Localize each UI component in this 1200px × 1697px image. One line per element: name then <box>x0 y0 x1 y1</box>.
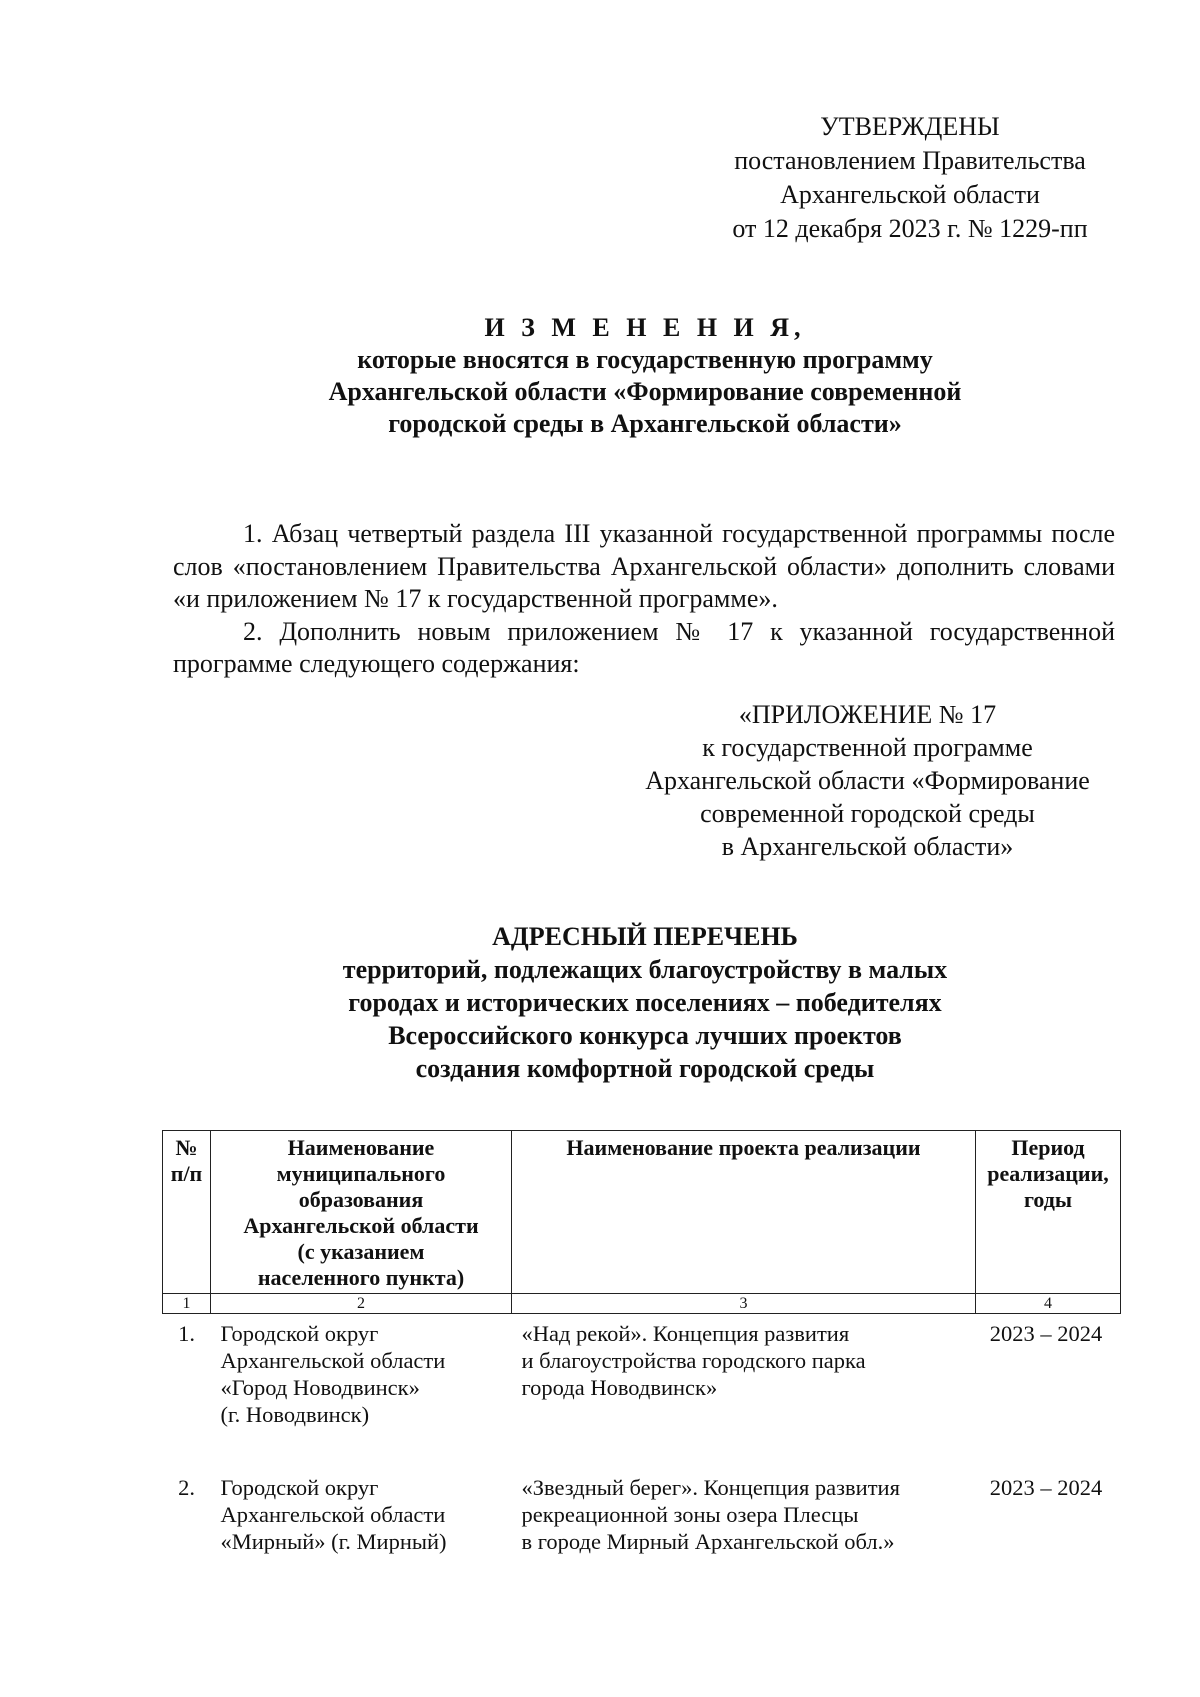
header-text: Архангельской области <box>243 1213 479 1238</box>
header-text: (с указанием <box>297 1239 425 1264</box>
cell-line: «Город Новодвинск» <box>220 1375 420 1400</box>
row-project <box>512 1314 976 1429</box>
row-number: 1. <box>178 1321 195 1346</box>
row-project <box>512 1468 976 1555</box>
changes-subtitle-line: Архангельской области «Формирование современной <box>328 377 962 406</box>
column-number: 3 <box>512 1294 976 1314</box>
column-number: 2 <box>211 1294 512 1314</box>
row-spacer <box>163 1428 1121 1468</box>
header-number <box>163 1131 211 1294</box>
cell-line: и благоустройства городского парка <box>521 1348 866 1373</box>
column-number: 1 <box>163 1294 211 1314</box>
column-number: 4 <box>976 1294 1121 1314</box>
header-text: годы <box>1023 1187 1073 1212</box>
table-row <box>163 1468 1121 1555</box>
header-text: Период <box>1011 1135 1085 1160</box>
row-period: 2023 – 2024 <box>989 1475 1103 1500</box>
header-text: муниципального <box>276 1161 446 1186</box>
header-project <box>512 1131 976 1294</box>
paragraph-1: 1. Абзац четвертый раздела III указанной государственной программы после слов «постановлением Правительства Архангельской области» дополнить словами «и приложением № 17 к государственной программе». <box>173 519 1115 613</box>
cell-line: «Звездный берег». Концепция развития <box>521 1475 900 1500</box>
row-municipality <box>211 1314 512 1429</box>
cell-line: в городе Мирный Архангельской обл.» <box>521 1529 895 1554</box>
list-heading: АДРЕСНЫЙ ПЕРЕЧЕНЬ <box>492 922 798 951</box>
list-title <box>170 920 1120 1085</box>
changes-title <box>170 312 1120 440</box>
approval-line: постановлением Правительства <box>734 146 1086 175</box>
cell-line: города Новодвинск» <box>521 1375 718 1400</box>
cell-line: «Над рекой». Концепция развития <box>521 1321 850 1346</box>
cell-line: (г. Новодвинск) <box>220 1402 370 1427</box>
list-subtitle-line: городах и исторических поселениях – победителях <box>348 988 942 1017</box>
column-number-row <box>163 1294 1121 1314</box>
row-period: 2023 – 2024 <box>989 1321 1103 1346</box>
list-subtitle-line: территорий, подлежащих благоустройству в малых <box>342 955 948 984</box>
approval-line: Архангельской области <box>780 180 1040 209</box>
header-text: образования <box>298 1187 424 1212</box>
header-text: реализации, <box>987 1161 1109 1186</box>
changes-heading: И З М Е Н Е Н И Я, <box>484 313 806 342</box>
list-subtitle-line: Всероссийского конкурса лучших проектов <box>388 1021 902 1050</box>
header-text: № <box>175 1135 198 1160</box>
header-period <box>976 1131 1121 1294</box>
cell-line: Городской округ <box>220 1475 379 1500</box>
cell-line: рекреационной зоны озера Плесцы <box>521 1502 859 1527</box>
paragraph-2: 2. Дополнить новым приложением № 17 к указанной государственной программе следующего содержания: <box>173 616 1115 678</box>
approval-date-number: от 12 декабря 2023 г. № 1229-пп <box>732 214 1088 243</box>
row-number: 2. <box>178 1475 195 1500</box>
header-text: Наименование <box>287 1135 435 1160</box>
appendix-line: современной городской среды <box>700 799 1035 828</box>
header-text: п/п <box>170 1161 203 1186</box>
changes-subtitle-line: которые вносятся в государственную программу <box>357 345 933 374</box>
header-municipality <box>211 1131 512 1294</box>
approval-heading: УТВЕРЖДЕНЫ <box>820 112 1000 141</box>
appendix-line: Архангельской области «Формирование <box>645 766 1090 795</box>
appendix-header <box>615 698 1120 863</box>
appendix-line: «ПРИЛОЖЕНИЕ № 17 <box>738 700 997 729</box>
appendix-line: в Архангельской области» <box>721 832 1014 861</box>
cell-line: «Мирный» (г. Мирный) <box>220 1529 447 1554</box>
cell-line: Архангельской области <box>220 1348 446 1373</box>
list-subtitle-line: создания комфортной городской среды <box>415 1054 875 1083</box>
header-text: Наименование проекта реализации <box>566 1135 921 1160</box>
header-text: населенного пункта) <box>257 1265 465 1290</box>
table-row <box>163 1314 1121 1429</box>
approval-stamp <box>700 110 1120 246</box>
appendix-line: к государственной программе <box>702 733 1033 762</box>
body-text <box>173 518 1115 681</box>
changes-subtitle-line: городской среды в Архангельской области» <box>388 409 902 438</box>
row-municipality <box>211 1468 512 1555</box>
cell-line: Городской округ <box>220 1321 379 1346</box>
cell-line: Архангельской области <box>220 1502 446 1527</box>
table-header-row <box>163 1131 1121 1294</box>
address-list-table <box>162 1130 1121 1555</box>
